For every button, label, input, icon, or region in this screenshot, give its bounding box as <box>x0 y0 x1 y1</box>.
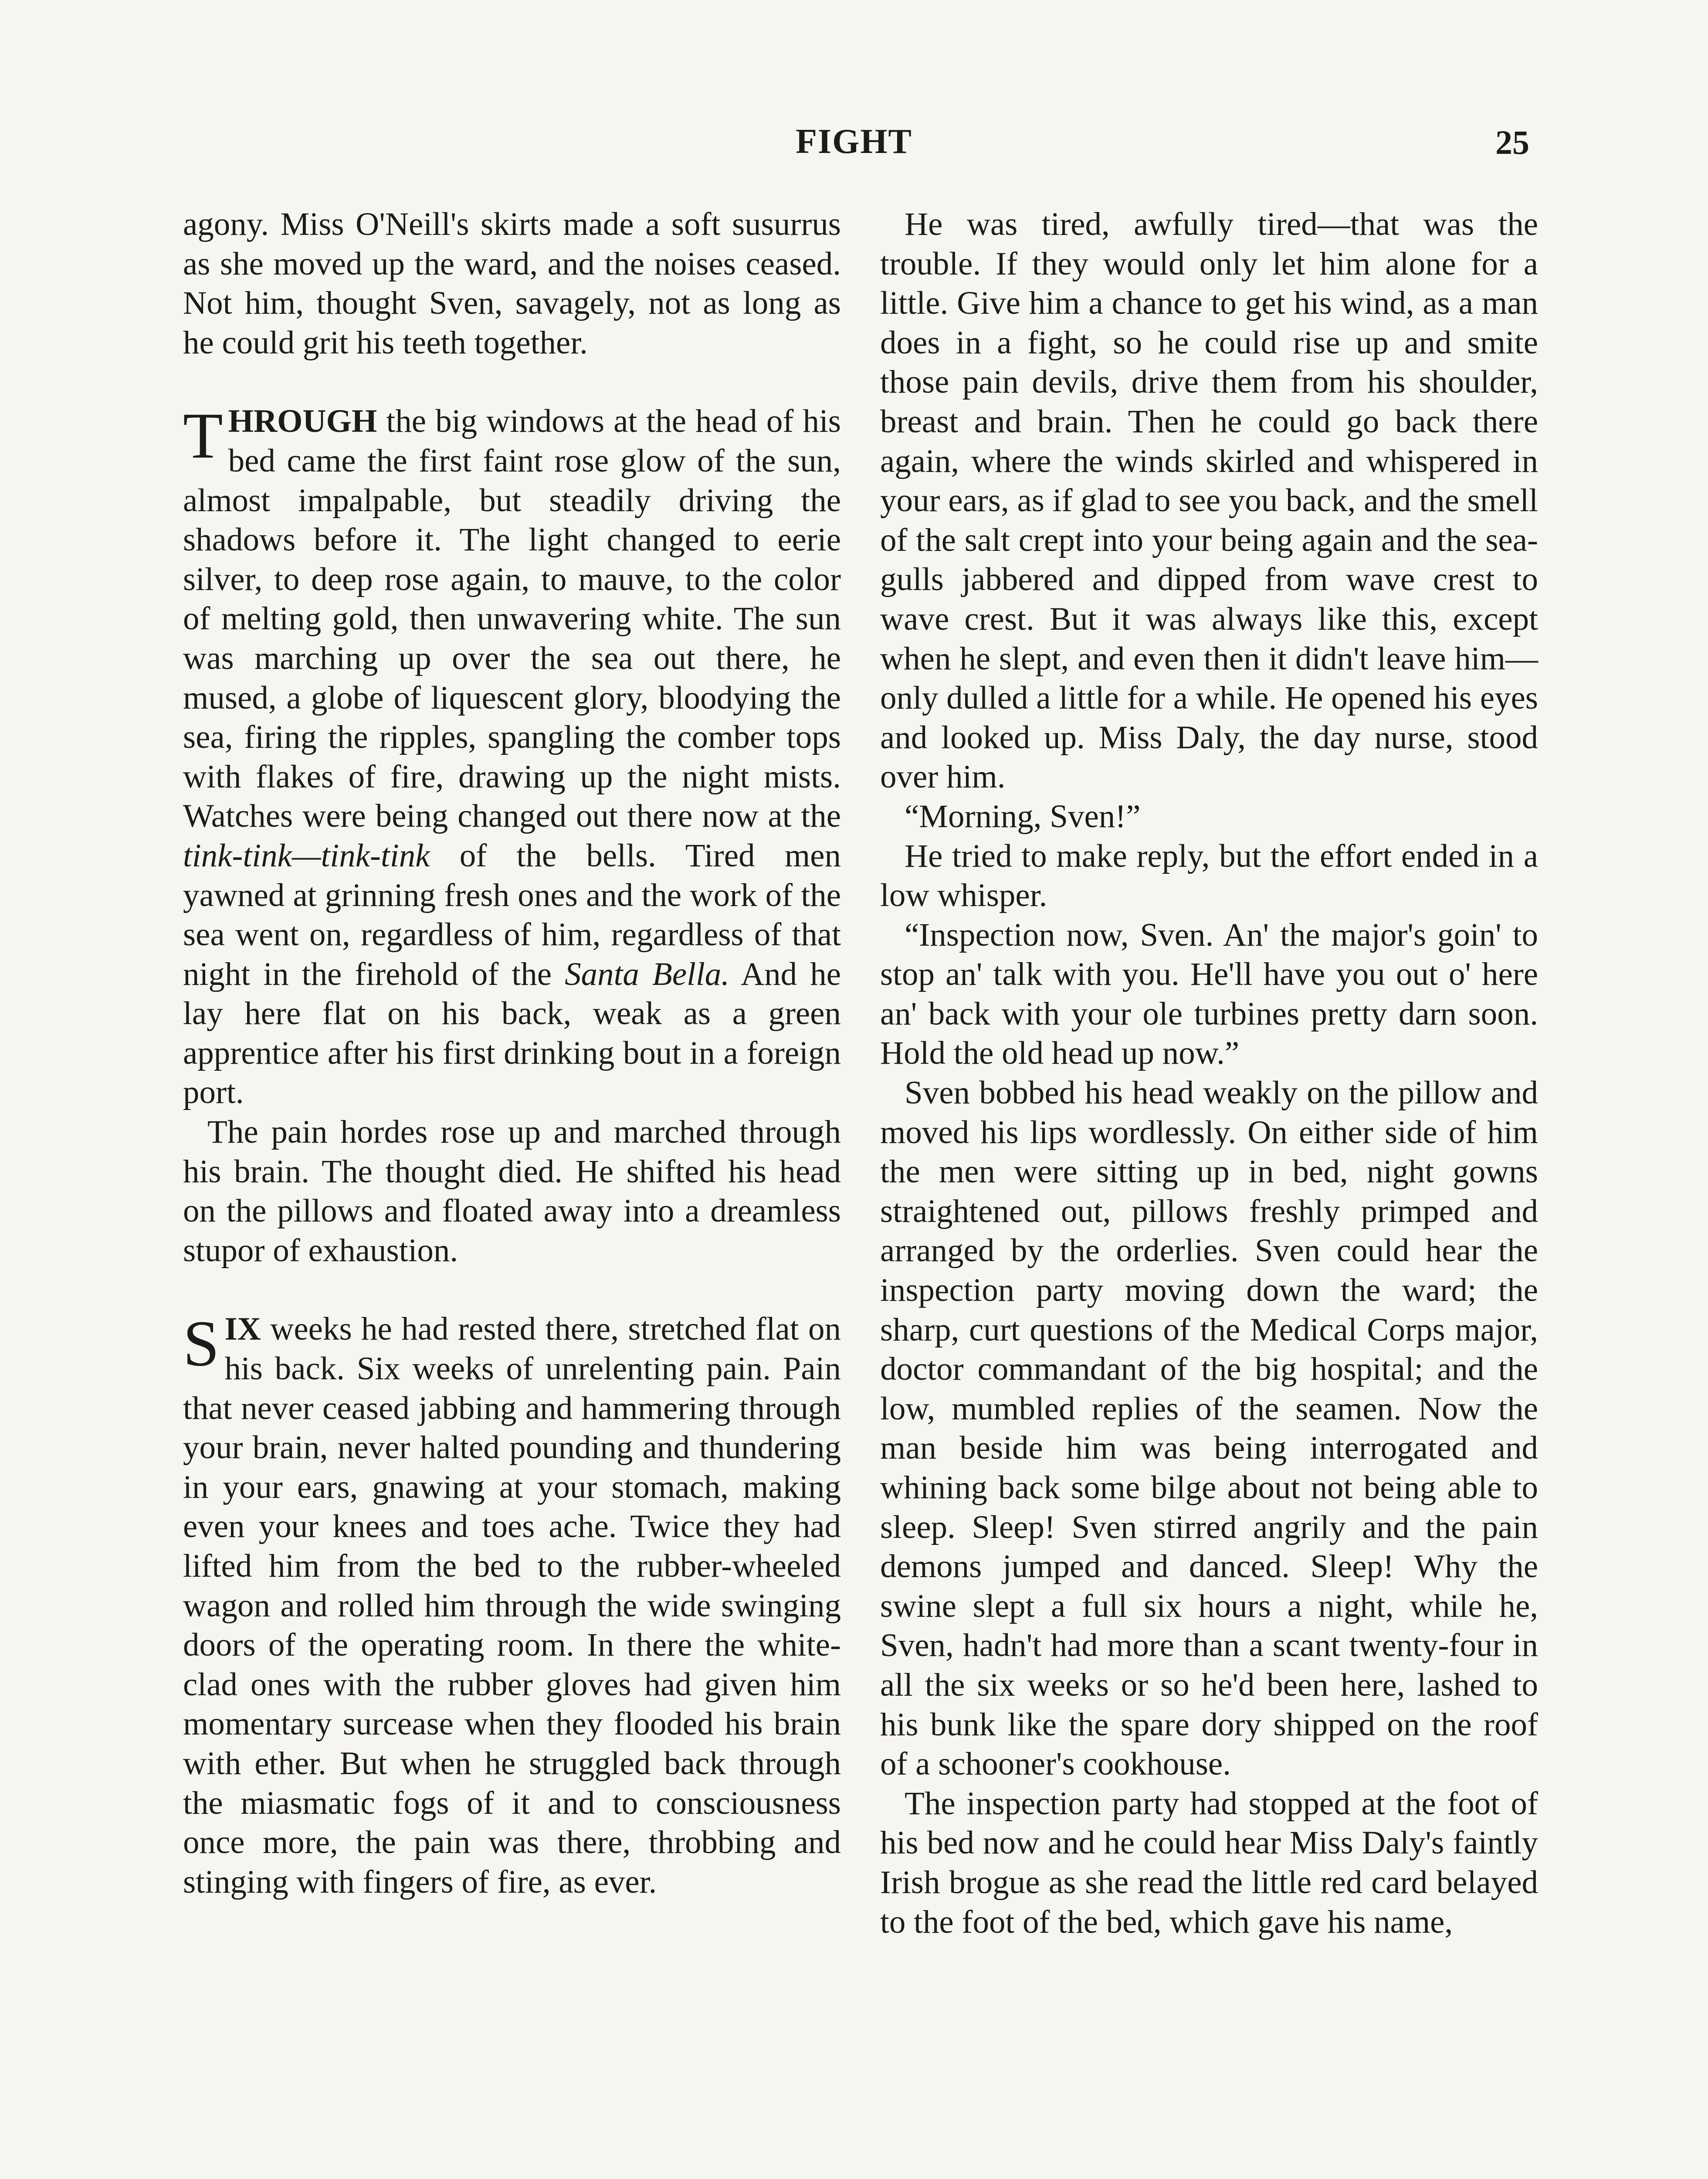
drop-cap: T <box>183 400 223 472</box>
section-paragraph <box>183 1307 841 1902</box>
drop-cap: S <box>183 1307 220 1380</box>
text-run: And he lay here flat on his back, weak as a green apprentice after his first drinking bout in a foreign port. <box>183 956 841 1111</box>
paragraph: Sven bobbed his head weakly on the pillow and moved his lips wordlessly. On either side of him the men were sitting up in bed, night gowns straightened out, pillows freshly primped and arranged by the orderlies. Sven could hear the inspection party moving down the ward; the sharp, curt questions of the Medical Corps major, doctor commandant of the big hospital; and the low, mumbled replies of the seamen. Now the man beside him was being interrogated and whining back some bilge about not being able to sleep. Sleep! Sven stirred angrily and the pain demons jumped and danced. Sleep! Why the swine slept a full six hours a night, while he, Sven, hadn't had more than a scant twenty-four in all the six weeks or so he'd been here, lashed to his bunk like the spare dory shipped on the roof of a schooner's cookhouse. <box>880 1075 1538 1782</box>
paragraph: agony. Miss O'Neill's skirts made a soft susurrus as she moved up the ward, and the noises ceased. Not him, thought Sven, savagely, not as long as he could grit his teeth together. <box>183 206 841 361</box>
text-run: of the bells. Tired men yawned at grinning fresh ones and the work of the sea went on, regardless of him, regardless of that night in the firehold of the <box>183 837 841 992</box>
paragraph: The pain hordes rose up and marched through his brain. The thought died. He shifted his head on the pillows and floated away into a dreamless stupor of exhaustion. <box>183 1114 841 1269</box>
paragraph: “Morning, Sven!” <box>905 798 1141 835</box>
lead-in: IX <box>224 1311 261 1347</box>
text-run: weeks he had rested there, stretched flat on his back. Six weeks of unrelenting pain. Pain that never ceased jabbing and hammering through your brain, never halted pounding and thundering in your ears, gnawing at your stomach, making even your knees and toes ache. Twice they had lifted him from the bed to the rubber-wheeled wagon and rolled him through the wide swinging doors of the operating room. In there the white-clad ones with the rubber gloves had given him momentary surcease when they flooded his brain with ether. But when he struggled back through the miasmatic fogs of it and to consciousness once more, the pain was there, throbbing and stinging with fingers of fire, as ever. <box>183 1311 841 1900</box>
italic-text: tink-tink—tink-tink <box>183 837 430 874</box>
section-paragraph <box>183 402 841 1113</box>
paragraph: He tried to make reply, but the effort ended in a low whisper. <box>880 838 1538 914</box>
paragraph: “Inspection now, Sven. An' the major's goin' to stop an' talk with you. He'll have you out o' here an' back with your ole turbines pretty darn soon. Hold the old head up now.” <box>880 916 1538 1072</box>
left-column <box>183 205 841 1902</box>
text-run: the big windows at the head of his bed came the first faint rose glow of the sun, almost impalpable, but steadily driving the shadows before it. The light changed to eerie silver, to deep rose again, to mauve, to the color of melting gold, then unwavering white. The sun was marching up over the sea out there, he mused, a globe of liquescent glory, bloodying the sea, firing the ripples, spangling the comber tops with flakes of fire, drawing up the night mists. Watches were being changed out there now at the <box>183 403 841 835</box>
running-header-title: FIGHT <box>796 122 912 161</box>
paragraph: The inspection party had stopped at the foot of his bed now and he could hear Miss Daly's faintly Irish brogue as she read the little red card belayed to the foot of the bed, which gave his name, <box>880 1785 1538 1940</box>
right-column <box>880 205 1538 1942</box>
italic-text: Santa Bella. <box>565 956 730 992</box>
lead-in: HROUGH <box>228 403 377 440</box>
paragraph: He was tired, awfully tired—that was the trouble. If they would only let him alone for a little. Give him a chance to get his wind, as a man does in a fight, so he could rise up and smite those pain devils, drive them from his shoulder, breast and brain. Then he could go back there again, where the winds skirled and whispered in your ears, as if glad to see you back, and the smell of the salt crept into your being again and the sea-gulls jabbered and dipped from wave crest to wave crest. But it was always like this, except when he slept, and even then it didn't leave him—only dulled a little for a while. He opened his eyes and looked up. Miss Daly, the day nurse, stood over him. <box>880 206 1538 795</box>
page-number: 25 <box>1495 123 1529 161</box>
